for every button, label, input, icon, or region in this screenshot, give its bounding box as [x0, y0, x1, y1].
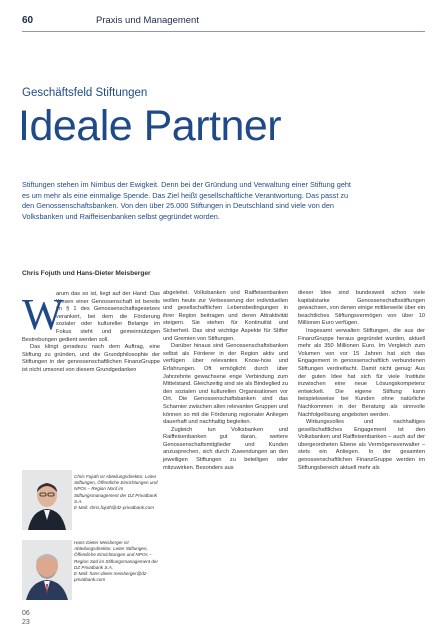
article-column-3 [298, 290, 425, 472]
author-bio-meisberger: Hans-Dieter Meisberger ist Abteilungsdirektor, Leiter Stiftungen, Öffentliche Einrichtungen und NPOs – Region Süd im Stiftungsmanagement der DZ Privatbank S.A. E-Mail: hans-dieter.meisberger@dz-privatbank.com [74, 540, 159, 583]
paragraph: Wirkungsvolles und nachhaltiges gesellschaftliches Engagement ist den Volksbanken und Raiffeisenbanken – auch auf der übergeordneten Ebene als Vermögensverwalter – stets ein Anliegen. In der gesamten genossenschaftlichen FinanzGruppe werden im Stiftungsbereich aktuell mehr als [298, 419, 425, 471]
header-rule [22, 31, 425, 32]
paragraph: dieser Idee sind bundesweit schon viele kapitalstarke Genossenschaftsstiftungen gewachsen, von denen einige mittlerweile über ein beachtliches Stiftungsvermögen von über 10 Millionen Euro verfügen. [298, 290, 425, 327]
paragraph: arum das so ist, liegt auf der Hand: Das Wesen einer Genossenschaft ist bereits im § 1 des Genossenschaftsgesetzes verankert, bei dem die Förderung sozialer oder kultureller Belange im Fokus steht und gemeinnützigen Bestrebungen gedient werden soll. [22, 291, 160, 343]
section-title: Praxis und Management [96, 15, 199, 26]
paragraph: Darüber hinaus sind Genossenschaftsbanken selbst als Förderer in der Region aktiv und verfügen über relevantes Know-how und Erfahrungen. Oft ermöglicht durch über Jahrzehnte gewachsene enge Verbindung zum Mittelstand. Gleichzeitig sind sie als Bindeglied zu den sozialen und kulturellen Organisationen vor Ort. Die Genossenschaftsbanken sind das Scharnier zwischen allen relevanten Gruppen und können so mit die Förderung regionaler Anliegen dauerhaft und nachhaltig begleiten. [163, 343, 288, 426]
page-number: 60 [22, 15, 34, 26]
author-bio-fojuth: Chris Fojuth ist Abteilungsdirektor, Leiter Stiftungen, Öffentliche Einrichtungen und NPOs – Region Nord im Stiftungsmanagement der DZ Privatbank S.A. E-Mail: chris.fojuth@dz-privatbank.com [74, 474, 158, 511]
headline: Ideale Partner [18, 102, 282, 150]
paragraph: Insgesamt verwalten Stiftungen, die aus der FinanzGruppe heraus gegründet wurden, aktuell mehr als 350 Millionen Euro. Im Vergleich zum Volumen von vor 15 Jahren hat sich das Engagement in genossenschaftlich verbundenen Stiftungen verdreifacht. Damit nicht genug: Aus der guten Idee hat sich für viele Institute inzwischen eine neue Lösungskompetenz entwickelt. Die eigene Stiftung kann beispielsweise bei Kunden ohne natürliche Nachkommen in der Beratung als sinnvolle Nachfolgelösung angeboten werden. [298, 327, 425, 418]
author-photo-meisberger [22, 540, 72, 600]
paragraph: abgeleitet. Volksbanken und Raiffeisenbanken wollen heute zur Verbesserung der individuellen und gesellschaftlichen Lebensbedingungen in ihrer Region beitragen und deren Attraktivität steigern. Sie stehen für Kontinuität und Sicherheit. Das sind wichtige Aspekte für Stifter und Gremien von Stiftungen. [163, 290, 288, 342]
paragraph: Zugleich tun Volksbanken und Raiffeisenbanken gut daran, weitere Genossenschaftsmitglieder und Kunden anzusprechen, sich durch Zuwendungen an den jeweiligen Stiftungen zu beteiligen oder mitzuwirken. Besonders aus [163, 426, 288, 471]
lead-paragraph: Stiftungen stehen im Nimbus der Ewigkeit. Denn bei der Gründung und Verwaltung einer Stiftung geht es um mehr als eine einmalige Spende. Das Ziel heißt gesellschaftliche Verantwortung. Das passt zu den Genossenschaftsbanken. Von den über 25.000 Stiftungen in Deutschland sind viele von den Volksbanken und Raiffeisenbanken selbst gegründet worden. [22, 180, 351, 221]
drop-cap: W [22, 290, 64, 339]
kicker: Geschäftsfeld Stiftungen [22, 87, 148, 99]
issue-year: 23 [22, 619, 30, 626]
article-column-1 [22, 291, 160, 375]
authors-line: Chris Fojuth und Hans-Dieter Meisberger [22, 270, 151, 277]
issue-footer [22, 609, 30, 627]
article-column-2 [163, 290, 288, 472]
paragraph: Das klingt geradezu nach dem Auftrag, eine Stiftung zu gründen, und die Grundphilosophie der Stiftungen in der genossenschaftlichen FinanzGruppe ist nicht umsonst von diesem Grundgedanken [22, 344, 160, 373]
author-photo-fojuth [22, 470, 72, 530]
issue-number: 06 [22, 610, 30, 617]
